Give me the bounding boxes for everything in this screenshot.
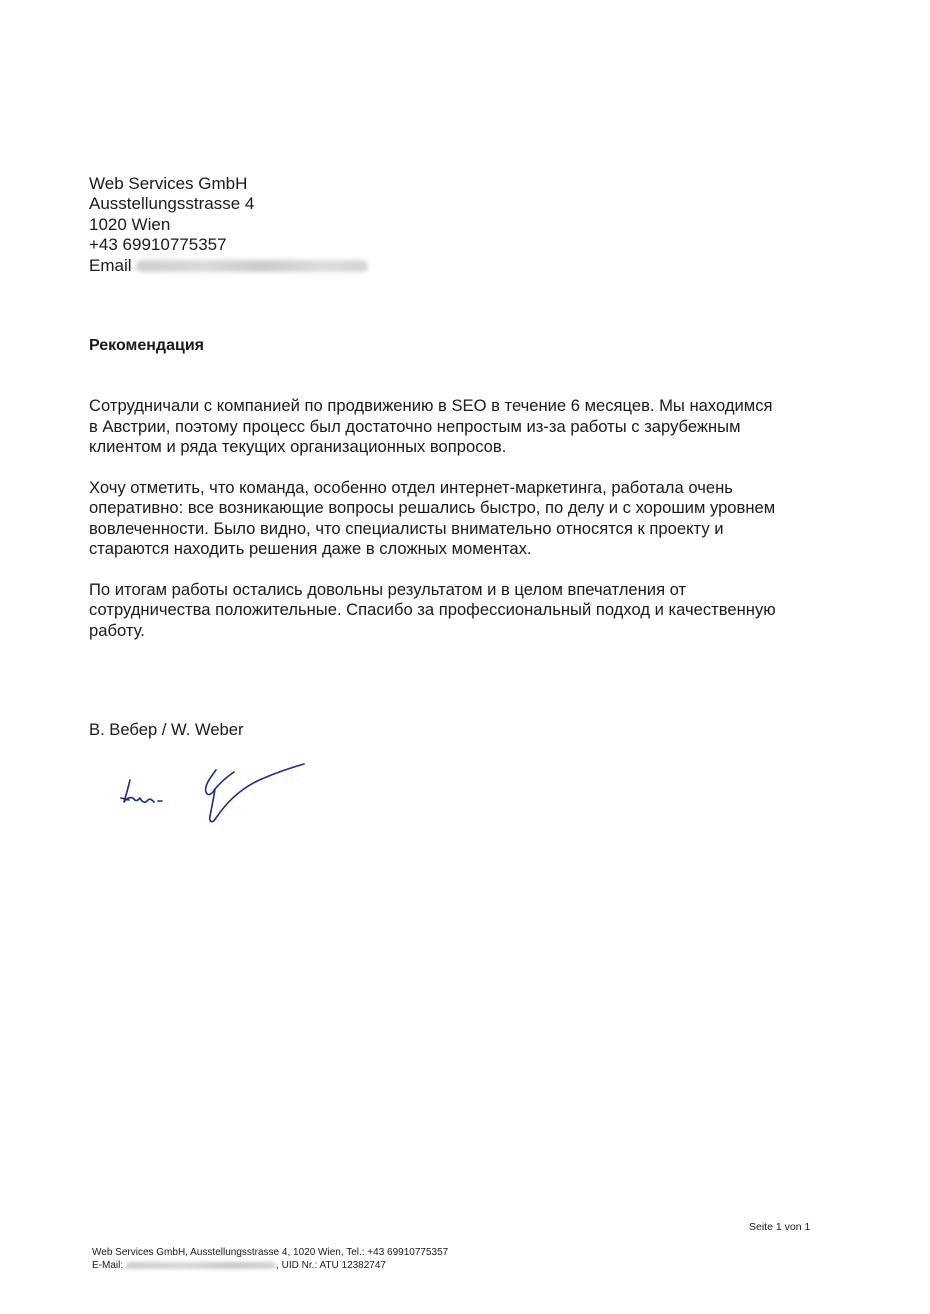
sender-street: Ausstellungsstrasse 4: [89, 194, 255, 214]
redacted-email: [136, 260, 368, 272]
sender-city: 1020 Wien: [89, 214, 171, 234]
sender-address-block: [89, 174, 368, 276]
sender-phone: +43 69910775357: [89, 235, 227, 255]
page-number: Seite 1 von 1: [749, 1221, 811, 1233]
sender-email-label: Email: [89, 255, 132, 275]
redacted-footer-email: [126, 1262, 276, 1269]
body-paragraph: Сотрудничали с компанией по продвижению в SEO в течение 6 месяцев. Мы находимся в Австрии, поэтому процесс был достаточно непростым из-за работы с зарубежным клиентом и ряда текущих организационных вопросов.: [89, 396, 773, 456]
body-paragraph: По итогам работы остались довольны результатом и в целом впечатления от сотрудничества положительные. Спасибо за профессиональный подход и качественную работу.: [89, 579, 776, 640]
sender-email-line: [89, 256, 368, 276]
footer-email-line: [92, 1259, 448, 1272]
footer-uid: , UID Nr.: ATU 12382747: [276, 1260, 386, 1271]
footer: [92, 1246, 448, 1272]
body-paragraph: Хочу отметить, что команда, особенно отдел интернет-маркетинга, работала очень оперативно: все возникающие вопросы решались быстро, по делу и с хорошим уровнем вовлеченности. Было видно, что специалисты внимательно относятся к проекту и стараются находить решения даже в сложных моментах.: [89, 477, 776, 558]
footer-address-line: Web Services GmbH, Ausstellungsstrasse 4, 1020 Wien, Tel.: +43 69910775357: [92, 1247, 449, 1258]
handwritten-signature: [118, 752, 318, 842]
letter-body: [89, 396, 779, 661]
footer-email-label: E-Mail:: [92, 1260, 124, 1271]
letter-title: Рекомендация: [89, 337, 204, 354]
signer-name: В. Вебер / W. Weber: [89, 720, 244, 739]
sender-company: Web Services GmbH: [89, 174, 248, 193]
